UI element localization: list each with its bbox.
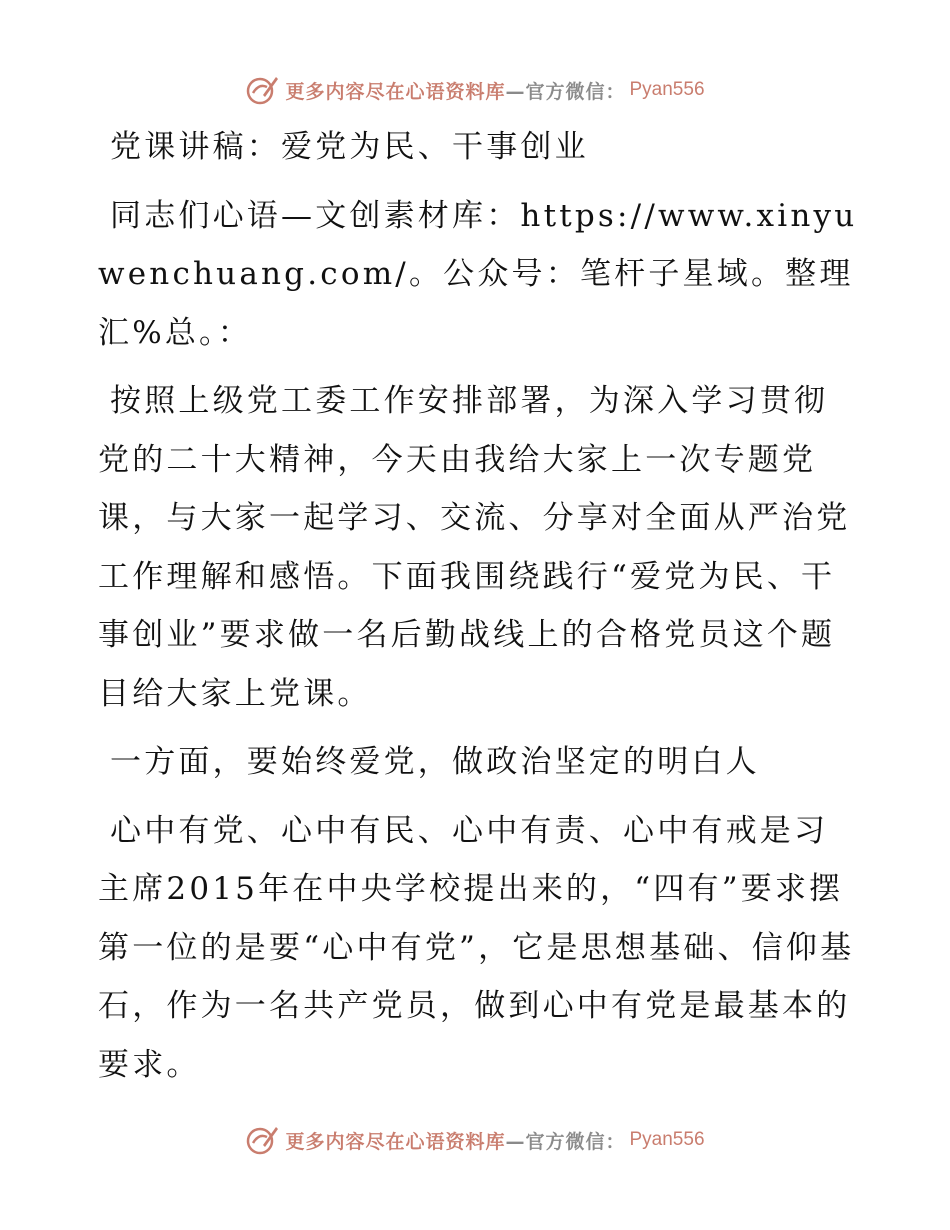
section-heading: 一方面，要始终爱党，做政治坚定的明白人: [110, 744, 760, 780]
paragraph-2: 按照上级党工委工作安排部署，为深入学习贯彻党的二十大精神，今天由我给大家上一次专题党课，与大家一起学习、交流、分享对全面从严治党工作理解和感悟。下面我围绕践行“爱党为民、干事创业”要求做一名后勤战线上的合格党员这个题目给大家上党课。: [98, 383, 851, 712]
pen-swirl-logo-icon: [245, 73, 279, 107]
banner-dash-text: —官方微信：: [505, 1130, 626, 1153]
footer-banner: [0, 1120, 950, 1160]
banner-main-text: 更多内容尽在心语资料库: [285, 1130, 506, 1153]
banner-wechat-id: Pyan556: [629, 1129, 705, 1150]
banner-main-text: 更多内容尽在心语资料库: [285, 80, 506, 103]
pen-swirl-logo-icon: [245, 1123, 279, 1157]
header-banner: [0, 70, 950, 110]
paragraph-3: 心中有党、心中有民、心中有责、心中有戒是习主席2015年在中央学校提出来的，“四有”要求摆第一位的是要“心中有党”，它是思想基础、信仰基石，作为一名共产党员，做到心中有党是最基本的要求。: [98, 812, 855, 1083]
document-body: [98, 118, 858, 1104]
banner-dash-text: —官方微信：: [505, 80, 626, 103]
banner-wechat-id: Pyan556: [629, 79, 705, 100]
document-title: 党课讲稿：爱党为民、干事创业: [110, 129, 589, 165]
paragraph-1: 同志们心语—文创素材库：https://www.xinyuwenchuang.com/。公众号：笔杆子星域。整理汇%总。：: [98, 197, 858, 351]
